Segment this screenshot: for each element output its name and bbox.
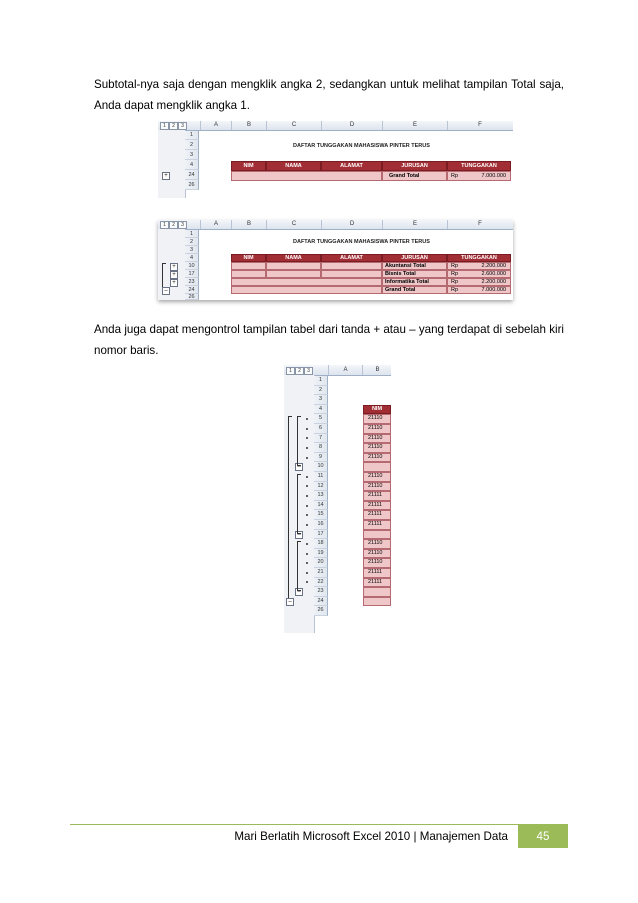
row-number[interactable]: 4 — [185, 254, 199, 262]
row-number[interactable]: 6 — [314, 424, 328, 434]
header-nama: NAMA — [266, 161, 321, 171]
row-number[interactable]: 14 — [314, 501, 328, 511]
header-jurusan: JURUSAN — [382, 161, 447, 171]
outline-detail-dot — [306, 505, 308, 507]
nim-cell — [363, 530, 391, 540]
currency: Rp — [451, 287, 459, 293]
grand-total-currency-cell — [447, 171, 511, 181]
outline-detail-dot — [306, 457, 308, 459]
grand-total-span-cell — [231, 171, 382, 181]
row-number[interactable]: 12 — [314, 482, 328, 492]
column-header-a[interactable]: A — [200, 121, 231, 130]
column-header-b[interactable]: B — [362, 365, 391, 375]
row-number[interactable]: 23 — [185, 278, 199, 286]
row-number[interactable]: 20 — [314, 558, 328, 568]
row-number[interactable]: 24 — [185, 286, 199, 294]
currency: Rp — [451, 173, 459, 179]
nim-cell: 21111 — [363, 568, 391, 578]
outline-level-2-button[interactable]: 2 — [169, 221, 178, 229]
outline-level-3-button[interactable]: 3 — [178, 221, 187, 229]
outline-detail-dot — [306, 553, 308, 555]
nim-cell: 21110 — [363, 443, 391, 453]
row-number[interactable]: 17 — [185, 270, 199, 278]
paragraph-outline-control: Anda juga dapat mengontrol tampilan tabel dari tanda + atau – yang terdapat di sebelah kiri nomor baris. — [94, 323, 564, 357]
row-number[interactable]: 1 — [185, 131, 199, 140]
cell — [231, 278, 382, 286]
row-number[interactable]: 9 — [314, 453, 328, 463]
row-number[interactable]: 19 — [314, 549, 328, 559]
table-title: DAFTAR TUNGGAKAN MAHASISWA PINTER TERUS — [293, 143, 430, 149]
nim-cell: 21110 — [363, 558, 391, 568]
row-number[interactable]: 26 — [185, 180, 199, 190]
outline-detail-dot — [306, 428, 308, 430]
collapse-button[interactable]: – — [295, 463, 303, 471]
nim-cell: 21110 — [363, 453, 391, 463]
grand-total-value-cell — [447, 286, 511, 294]
subtotal-value-cell — [447, 262, 511, 270]
column-header-c[interactable]: C — [266, 121, 321, 130]
currency: Rp — [451, 263, 459, 269]
column-header-f[interactable]: F — [447, 220, 512, 229]
row-number[interactable]: 21 — [314, 568, 328, 578]
column-header-d[interactable]: D — [321, 220, 382, 229]
column-header-d[interactable]: D — [321, 121, 382, 130]
cell — [266, 262, 321, 270]
column-header-bar — [158, 121, 513, 131]
screenshot-level-1 — [158, 121, 513, 198]
grand-total-label: Grand Total — [382, 286, 447, 294]
paragraph-subtotal: Subtotal-nya saja dengan mengklik angka 2, sedangkan untuk melihat tampilan Total saja, Anda dapat mengklik angka 1. — [94, 78, 564, 112]
row-number[interactable]: 3 — [185, 150, 199, 160]
nim-cell: 21110 — [363, 539, 391, 549]
header-nim: NIM — [231, 161, 266, 171]
expand-button[interactable]: + — [170, 263, 178, 271]
row-number[interactable]: 10 — [314, 462, 328, 472]
nim-cell: 21111 — [363, 491, 391, 501]
row-number[interactable]: 3 — [185, 246, 199, 254]
row-number[interactable]: 11 — [314, 472, 328, 482]
row-number[interactable]: 7 — [314, 434, 328, 444]
outline-level-1-button[interactable]: 1 — [286, 367, 295, 375]
grand-total-value: 7.000.000 — [481, 173, 506, 179]
row-number[interactable]: 1 — [185, 230, 199, 238]
collapse-button[interactable]: – — [295, 531, 303, 539]
row-number[interactable]: 13 — [314, 491, 328, 501]
header-alamat: ALAMAT — [321, 254, 382, 262]
outline-bracket — [288, 416, 292, 600]
nim-cell: 21111 — [363, 578, 391, 588]
column-header-c[interactable]: C — [266, 220, 321, 229]
outline-detail-dot — [306, 524, 308, 526]
subtotal-label: Bisnis Total — [382, 270, 447, 278]
outline-bracket — [297, 416, 301, 466]
nim-cell — [363, 597, 391, 607]
footer-divider — [70, 824, 568, 825]
row-number[interactable]: 22 — [314, 578, 328, 588]
outline-bracket — [297, 474, 301, 534]
row-number[interactable]: 8 — [314, 443, 328, 453]
outline-level-3-button[interactable]: 3 — [304, 367, 313, 375]
header-nama: NAMA — [266, 254, 321, 262]
nim-cell: 21110 — [363, 549, 391, 559]
header-tunggakan: TUNGGAKAN — [447, 161, 511, 171]
column-header-bar — [158, 220, 513, 230]
outline-level-1-button[interactable]: 1 — [160, 221, 169, 229]
nim-cell — [363, 462, 391, 472]
column-header-e[interactable]: E — [382, 220, 447, 229]
screenshot-level-3 — [284, 365, 391, 633]
collapse-button[interactable]: – — [295, 588, 303, 596]
expand-button[interactable]: + — [170, 279, 178, 287]
outline-bracket — [297, 541, 301, 591]
subtotal-label: Informatika Total — [382, 278, 447, 286]
header-nim: NIM — [363, 405, 391, 415]
column-header-a[interactable]: A — [200, 220, 231, 229]
row-number[interactable]: 2 — [314, 386, 328, 396]
nim-cell: 21110 — [363, 424, 391, 434]
row-number[interactable]: 24 — [185, 170, 199, 180]
collapse-button[interactable]: – — [286, 598, 294, 606]
cell — [321, 262, 382, 270]
nim-cell — [363, 587, 391, 597]
row-number[interactable]: 4 — [185, 160, 199, 170]
subtotal-label: Akuntansi Total — [382, 262, 447, 270]
column-header-b[interactable]: B — [231, 220, 266, 229]
outline-level-3-button[interactable]: 3 — [178, 122, 187, 130]
row-number[interactable]: 23 — [314, 587, 328, 597]
nim-cell: 21111 — [363, 501, 391, 511]
nim-cell: 21111 — [363, 520, 391, 530]
subtotal-value-cell — [447, 270, 511, 278]
outline-level-2-button[interactable]: 2 — [295, 367, 304, 375]
row-number[interactable]: 26 — [185, 294, 199, 300]
column-header-f[interactable]: F — [447, 121, 512, 130]
row-number[interactable]: 5 — [314, 414, 328, 424]
subtotal-value-cell — [447, 278, 511, 286]
cell — [231, 286, 382, 294]
currency: Rp — [451, 279, 459, 285]
cell — [266, 270, 321, 278]
nim-cell: 21110 — [363, 472, 391, 482]
header-tunggakan: TUNGGAKAN — [447, 254, 511, 262]
table-title: DAFTAR TUNGGAKAN MAHASISWA PINTER TERUS — [293, 239, 430, 245]
column-header-e[interactable]: E — [382, 121, 447, 130]
column-header-a[interactable]: A — [328, 365, 362, 375]
outline-detail-dot — [306, 447, 308, 449]
outline-detail-dot — [306, 495, 308, 497]
subtotal-value: 2.200.000 — [481, 263, 506, 269]
column-header-b[interactable]: B — [231, 121, 266, 130]
screenshot-level-2 — [158, 220, 513, 300]
outline-detail-dot — [306, 476, 308, 478]
header-alamat: ALAMAT — [321, 161, 382, 171]
outline-level-2-button[interactable]: 2 — [169, 122, 178, 130]
row-number[interactable]: 16 — [314, 520, 328, 530]
cell — [321, 270, 382, 278]
nim-cell: 21110 — [363, 482, 391, 492]
expand-button[interactable]: + — [170, 271, 178, 279]
row-number[interactable]: 18 — [314, 539, 328, 549]
row-number[interactable]: 17 — [314, 530, 328, 540]
footer-title: Mari Berlatih Microsoft Excel 2010 | Manajemen Data — [234, 830, 508, 843]
subtotal-value: 2.200.000 — [481, 279, 506, 285]
subtotal-value: 2.600.000 — [481, 271, 506, 277]
nim-cell: 21111 — [363, 510, 391, 520]
row-number[interactable]: 4 — [314, 405, 328, 415]
row-number[interactable]: 10 — [185, 262, 199, 270]
row-number[interactable]: 2 — [185, 238, 199, 246]
header-jurusan: JURUSAN — [382, 254, 447, 262]
row-number[interactable]: 1 — [314, 376, 328, 386]
cell — [231, 270, 266, 278]
grand-total-value: 7.000.000 — [481, 287, 506, 293]
outline-detail-dot — [306, 572, 308, 574]
page-number: 45 — [518, 825, 568, 848]
currency: Rp — [451, 271, 459, 277]
row-number[interactable]: 2 — [185, 140, 199, 150]
outline-gutter — [158, 130, 186, 198]
row-number[interactable]: 26 — [314, 606, 328, 616]
cell — [231, 262, 266, 270]
collapse-button[interactable]: – — [162, 287, 170, 295]
row-number[interactable]: 3 — [314, 395, 328, 405]
nim-cell: 21110 — [363, 414, 391, 424]
grand-total-label: Grand Total — [382, 171, 447, 181]
header-nim: NIM — [231, 254, 266, 262]
row-number[interactable]: 15 — [314, 510, 328, 520]
row-number[interactable]: 24 — [314, 597, 328, 607]
outline-detail-dot — [306, 543, 308, 545]
expand-button[interactable]: + — [162, 172, 170, 180]
outline-level-1-button[interactable]: 1 — [160, 122, 169, 130]
nim-cell: 21110 — [363, 434, 391, 444]
